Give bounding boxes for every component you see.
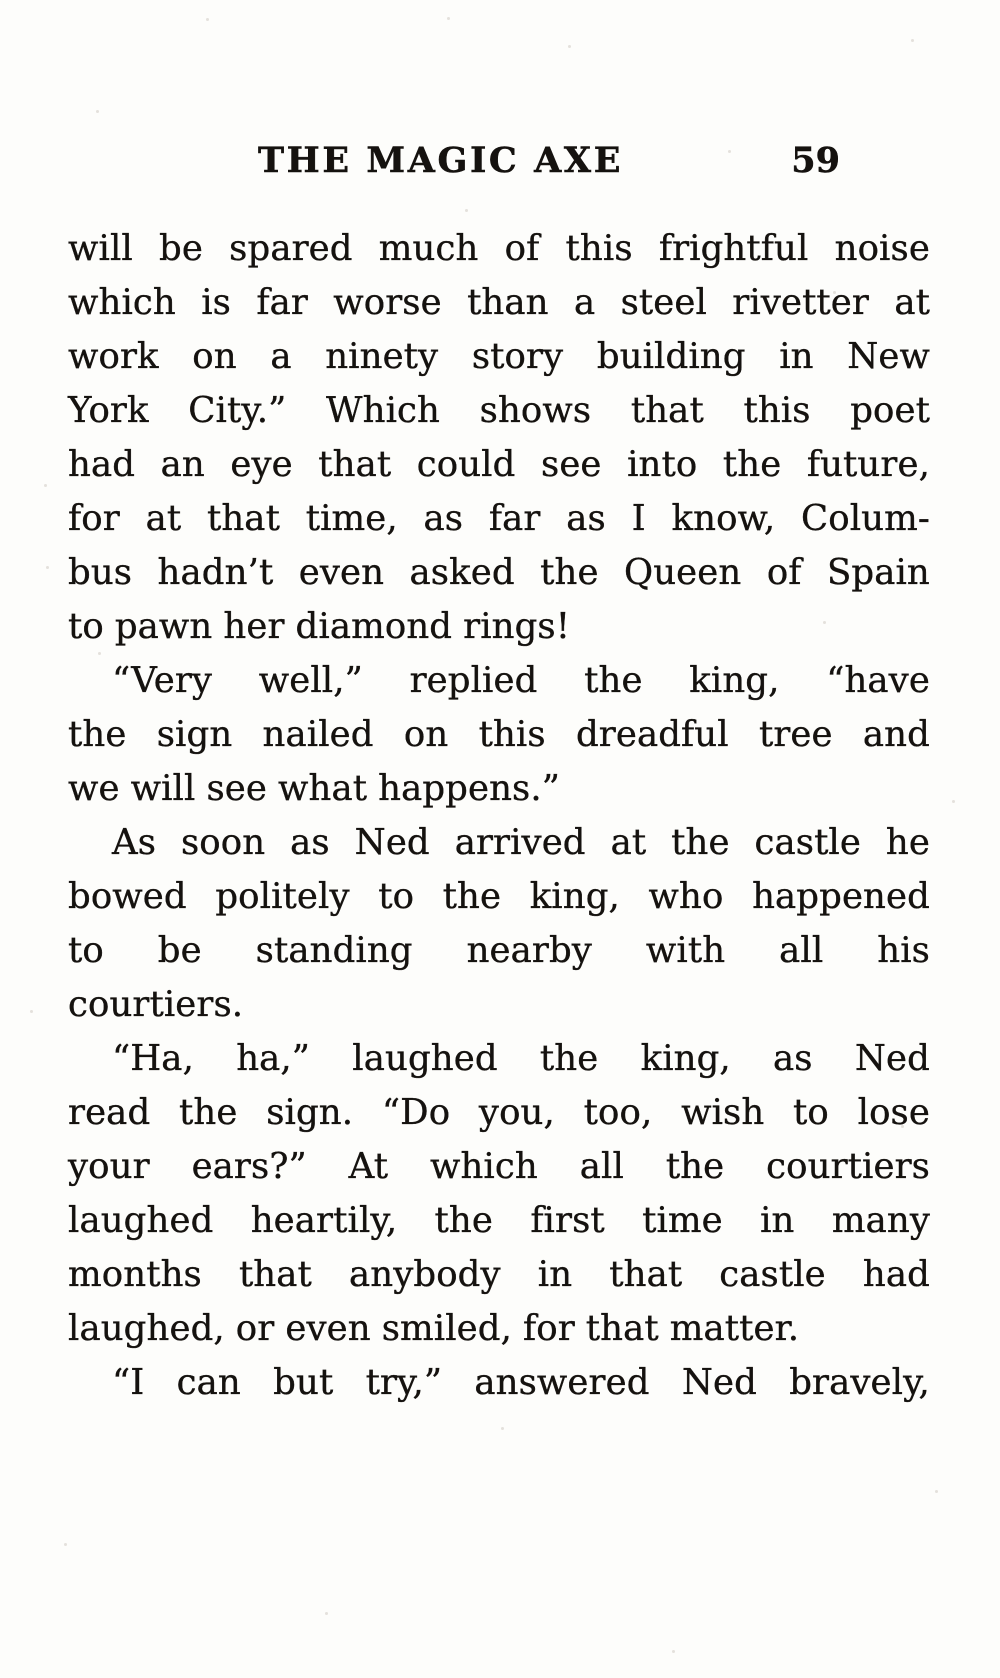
word: York bbox=[68, 390, 149, 431]
word: know, bbox=[671, 498, 776, 539]
word: Queen bbox=[624, 552, 742, 593]
word: even bbox=[298, 552, 385, 593]
word: of bbox=[504, 228, 540, 269]
word: “Ha, bbox=[112, 1038, 194, 1079]
word: in bbox=[760, 1200, 795, 1241]
word: hadn’t bbox=[157, 552, 274, 593]
word: to bbox=[68, 606, 104, 647]
word: your bbox=[68, 1146, 150, 1187]
word: at bbox=[894, 282, 930, 323]
paper-speck bbox=[46, 566, 49, 569]
word: courtiers. bbox=[68, 984, 244, 1025]
word: but bbox=[273, 1362, 334, 1403]
word: steel bbox=[620, 282, 707, 323]
word: soon bbox=[180, 822, 266, 863]
word: shows bbox=[479, 390, 592, 431]
paper-speck bbox=[911, 39, 914, 42]
word: of bbox=[766, 552, 802, 593]
paper-speck bbox=[465, 209, 468, 212]
word: that bbox=[206, 498, 280, 539]
text-line bbox=[68, 390, 930, 444]
word: at bbox=[610, 822, 647, 863]
paper-speck bbox=[325, 1612, 328, 1615]
word: ears?” bbox=[191, 1146, 307, 1187]
text-line bbox=[68, 768, 930, 822]
word: spared bbox=[229, 228, 353, 269]
text-line bbox=[68, 984, 930, 1038]
word: At bbox=[348, 1146, 389, 1187]
word: City.” bbox=[188, 390, 287, 431]
paper-speck bbox=[44, 484, 47, 487]
word: will bbox=[68, 228, 133, 269]
paper-speck bbox=[96, 110, 99, 113]
word: as bbox=[423, 498, 464, 539]
word: future, bbox=[806, 444, 930, 485]
body-text bbox=[68, 228, 930, 1416]
page-header bbox=[0, 140, 1000, 181]
word: laughed bbox=[68, 1200, 214, 1241]
word: As bbox=[112, 822, 157, 863]
word: worse bbox=[333, 282, 442, 323]
word: king, bbox=[640, 1038, 731, 1079]
running-title: THE MAGIC AXE bbox=[258, 140, 623, 181]
word: in bbox=[779, 336, 814, 377]
text-line bbox=[68, 876, 930, 930]
word: had bbox=[862, 1254, 930, 1295]
word: pawn bbox=[114, 606, 213, 647]
word: New bbox=[847, 336, 930, 377]
word: rings! bbox=[463, 606, 571, 647]
word: Spain bbox=[826, 552, 930, 593]
text-line bbox=[68, 498, 930, 552]
word: standing bbox=[255, 930, 413, 971]
text-line bbox=[68, 336, 930, 390]
word: the bbox=[539, 1038, 599, 1079]
word: his bbox=[877, 930, 930, 971]
word: wish bbox=[681, 1092, 765, 1133]
word: as bbox=[566, 498, 606, 539]
paper-speck bbox=[206, 18, 209, 21]
paper-speck bbox=[935, 1490, 938, 1493]
word: sign. bbox=[266, 1092, 354, 1133]
word: on bbox=[192, 336, 237, 377]
text-line bbox=[68, 228, 930, 282]
text-line bbox=[68, 822, 930, 876]
word: what bbox=[278, 768, 368, 809]
word: happens.” bbox=[378, 768, 561, 809]
paper-speck bbox=[952, 800, 955, 803]
word: castle bbox=[754, 822, 861, 863]
text-line bbox=[68, 552, 930, 606]
word: answered bbox=[474, 1362, 650, 1403]
paper-speck bbox=[568, 45, 571, 48]
word: Which bbox=[326, 390, 440, 431]
word: the bbox=[434, 1200, 493, 1241]
text-line bbox=[68, 606, 930, 660]
text-line bbox=[68, 930, 930, 984]
word: the bbox=[584, 660, 643, 701]
word: her bbox=[223, 606, 285, 647]
word: too, bbox=[583, 1092, 653, 1133]
paper-speck bbox=[672, 1650, 675, 1653]
word: the bbox=[179, 1092, 238, 1133]
text-line bbox=[68, 1254, 930, 1308]
word: “have bbox=[826, 660, 930, 701]
word: in bbox=[537, 1254, 573, 1295]
word: the bbox=[442, 876, 502, 917]
word: this bbox=[478, 714, 546, 755]
word: “Very bbox=[112, 660, 213, 701]
word: many bbox=[831, 1200, 930, 1241]
word: first bbox=[530, 1200, 605, 1241]
word: as bbox=[290, 822, 330, 863]
text-line bbox=[68, 1200, 930, 1254]
word: Ned bbox=[854, 1038, 930, 1079]
paper-speck bbox=[501, 1427, 504, 1430]
word: frightful bbox=[658, 228, 809, 269]
word: to bbox=[68, 930, 104, 971]
word: eye bbox=[230, 444, 293, 485]
word: which bbox=[429, 1146, 538, 1187]
word: all bbox=[579, 1146, 624, 1187]
word: poet bbox=[850, 390, 930, 431]
word: be bbox=[159, 228, 203, 269]
word: courtiers bbox=[766, 1146, 930, 1187]
word: anybody bbox=[348, 1254, 501, 1295]
word: “Do bbox=[381, 1092, 451, 1133]
word: I bbox=[631, 498, 646, 539]
word: had bbox=[68, 444, 136, 485]
word: can bbox=[176, 1362, 241, 1403]
word: at bbox=[145, 498, 182, 539]
word: story bbox=[471, 336, 564, 377]
word: that bbox=[318, 444, 392, 485]
word: the bbox=[540, 552, 599, 593]
text-line bbox=[68, 1146, 930, 1200]
text-line bbox=[68, 444, 930, 498]
word: could bbox=[416, 444, 516, 485]
word: ha,” bbox=[236, 1038, 311, 1079]
word: see bbox=[206, 768, 268, 809]
word: king, bbox=[529, 876, 620, 917]
word: “I bbox=[112, 1362, 145, 1403]
word: arrived bbox=[454, 822, 586, 863]
word: politely bbox=[215, 876, 350, 917]
word: try,” bbox=[365, 1362, 443, 1403]
word: the bbox=[671, 822, 730, 863]
word: lose bbox=[857, 1092, 930, 1133]
word: time bbox=[642, 1200, 723, 1241]
word: and bbox=[862, 714, 930, 755]
word: the bbox=[722, 444, 782, 485]
word: which bbox=[68, 282, 176, 323]
word: he bbox=[885, 822, 930, 863]
word: well,” bbox=[258, 660, 363, 701]
word: bravely, bbox=[789, 1362, 930, 1403]
word: months bbox=[68, 1254, 202, 1295]
word: see bbox=[541, 444, 602, 485]
word: dreadful bbox=[575, 714, 729, 755]
word: a bbox=[270, 336, 292, 377]
word: you, bbox=[478, 1092, 555, 1133]
word: heartily, bbox=[250, 1200, 398, 1241]
word: Ned bbox=[681, 1362, 757, 1403]
word: is bbox=[201, 282, 231, 323]
word: with bbox=[645, 930, 726, 971]
word: that bbox=[238, 1254, 312, 1295]
word: Ned bbox=[354, 822, 430, 863]
word: rivetter bbox=[732, 282, 869, 323]
word: king, bbox=[689, 660, 780, 701]
word: bowed bbox=[68, 876, 187, 917]
paper-speck bbox=[30, 1010, 33, 1013]
word: building bbox=[596, 336, 746, 377]
word: far bbox=[256, 282, 308, 323]
word: the bbox=[665, 1146, 725, 1187]
word: we bbox=[68, 768, 120, 809]
word: for bbox=[523, 1308, 575, 1349]
word: a bbox=[573, 282, 596, 323]
word: an bbox=[160, 444, 205, 485]
word: will bbox=[130, 768, 196, 809]
word: who bbox=[648, 876, 724, 917]
word: bus bbox=[68, 552, 133, 593]
word: the bbox=[68, 714, 127, 755]
word: smiled, bbox=[381, 1308, 512, 1349]
word: laughed bbox=[352, 1038, 498, 1079]
word: happened bbox=[752, 876, 930, 917]
word: or bbox=[235, 1308, 275, 1349]
word: time, bbox=[305, 498, 398, 539]
text-line bbox=[68, 282, 930, 336]
word: as bbox=[773, 1038, 813, 1079]
word: nearby bbox=[466, 930, 592, 971]
word: far bbox=[488, 498, 541, 539]
word: much bbox=[378, 228, 479, 269]
text-line bbox=[68, 1362, 930, 1416]
word: into bbox=[627, 444, 698, 485]
word: replied bbox=[409, 660, 538, 701]
text-line bbox=[68, 1308, 930, 1362]
paper-speck bbox=[447, 17, 450, 20]
word: that bbox=[585, 1308, 659, 1349]
word: noise bbox=[834, 228, 930, 269]
word: even bbox=[285, 1308, 371, 1349]
text-line bbox=[68, 1092, 930, 1146]
word: read bbox=[68, 1092, 151, 1133]
word: this bbox=[743, 390, 811, 431]
word: diamond bbox=[295, 606, 453, 647]
text-line bbox=[68, 1038, 930, 1092]
word: that bbox=[609, 1254, 683, 1295]
text-line bbox=[68, 660, 930, 714]
word: be bbox=[157, 930, 202, 971]
word: to bbox=[378, 876, 415, 917]
paper-speck bbox=[64, 1543, 67, 1546]
word: tree bbox=[758, 714, 833, 755]
word: work bbox=[68, 336, 159, 377]
text-line bbox=[68, 714, 930, 768]
word: for bbox=[68, 498, 120, 539]
word: on bbox=[403, 714, 449, 755]
word: Colum- bbox=[800, 498, 930, 539]
word: laughed, bbox=[68, 1308, 225, 1349]
word: nailed bbox=[262, 714, 374, 755]
word: sign bbox=[156, 714, 233, 755]
word: ninety bbox=[325, 336, 439, 377]
word: all bbox=[779, 930, 824, 971]
word: that bbox=[630, 390, 704, 431]
word: than bbox=[467, 282, 549, 323]
word: to bbox=[793, 1092, 829, 1133]
word: castle bbox=[719, 1254, 826, 1295]
word: matter. bbox=[669, 1308, 800, 1349]
word: this bbox=[565, 228, 633, 269]
page-number: 59 bbox=[791, 140, 840, 181]
word: asked bbox=[409, 552, 515, 593]
